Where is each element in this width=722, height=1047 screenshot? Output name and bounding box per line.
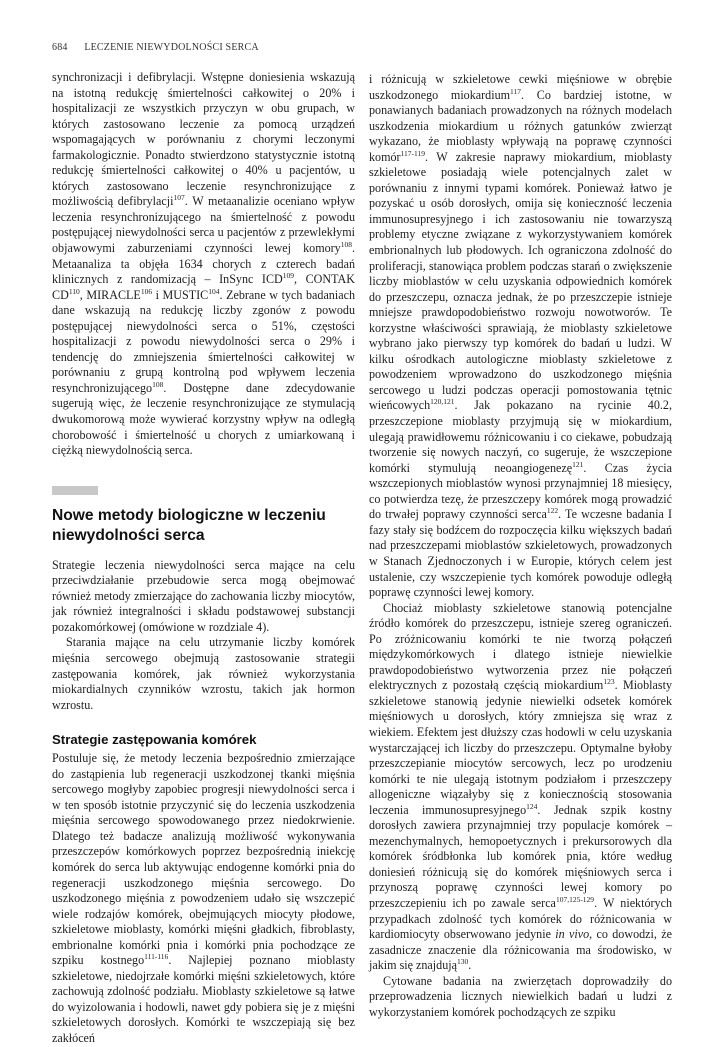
left-column bbox=[52, 70, 355, 1047]
citation-ref: 111-116 bbox=[144, 952, 169, 962]
citation-ref: 117 bbox=[510, 86, 522, 96]
citation-ref: 110 bbox=[68, 286, 80, 296]
citation-ref: 120,121 bbox=[430, 397, 455, 407]
right-column bbox=[369, 72, 672, 1020]
page-number: 684 bbox=[52, 42, 68, 53]
citation-ref: 109 bbox=[282, 271, 295, 281]
paragraph: synchronizacji i defibrylacji. Wstępne doniesienia wskazują na istotną redukcję śmiertelności całkowitej o 20% i hospitalizacji ze wszystkich przyczyn w obu grupach, w których zastosowano leczenie za pomocą urządzeń wspomagających w porównaniu z chorymi leczonymi farmakologicznie. Ponadto stwierdzono statystycznie istotną redukcję śmiertelności całkowitej o 40% u pacjentów, u których zastosowano leczenie resynchronizujące z możliwością defibrylacji$^{107}$. W metaanalizie oceniano wpływ leczenia resynchronizującego na śmiertelność z powodu postępującej niewydolności serca u pacjentów z przewlekłymi objawowymi zaburzeniami czynności lewej komory$^{108}$. Metaanaliza ta objęła 1634 chorych z czterech badań klinicznych z randomizacją – InSync ICD$^{109}$, CONTAK CD$^{110}$, MIRACLE$^{106}$ i MUSTIC$^{104}$. Zebrane w tych badaniach dane wskazują na redukcję liczby zgonów z powodu postępującej niewydolności serca o 51%, częstości hospitalizacji z powodu niewydolności serca o 29% i tendencję do zmniejszenia śmiertelności całkowitej w porównaniu z grupą kontrolną pod wpływem leczenia resynchronizującego$^{108}$. Dostępne dane zdecydowanie sugerują więc, że leczenie resynchronizujące ze stymulacją dwukomorową może wywierać korzystny wpływ na odległą chorobowość i śmiertelność u chorych z umiarkowaną i ciężką niewydolnością serca. bbox=[52, 70, 355, 458]
paragraph: Starania mające na celu utrzymanie liczby komórek mięśnia sercowego obejmują zastosowanie strategii zastępowania komórek, jak również wykorzystania miokardialnych czynników wzrostu, takich jak hormon wzrostu. bbox=[52, 635, 355, 712]
citation-ref: 117-119 bbox=[400, 148, 426, 158]
citation-ref: 124 bbox=[526, 801, 538, 811]
paragraph: Chociaż mioblasty szkieletowe stanowią potencjalne źródło komórek do przeszczepu, istnieje szereg ograniczeń. Po zróżnicowaniu komórki te nie tworzą połączeń międzykomórkowych i dlatego istnieje niewielkie prawdopodobieństwo wytworzenia przez nie połączeń elektrycznych z pozostałą częścią miokardium$^{123}$. Mioblasty szkieletowe stanowią jedynie niewielki odsetek komórek mięśniowych u dorosłych, który zmniejsza się wraz z wiekiem. Efektem jest dłuższy czas hodowli w celu uzyskania wystarczającej ich liczby do przeszczepu. Optymalne byłoby przeszczepianie miocytów sercowych, lecz po urodzeniu komórki te nie ulegają istotnym podziałom i przeszczepy allogeniczne wiązałyby się z koniecznością stosowania leczenia immunosupresyjnego$^{124}$. Jednak szpik kostny dorosłych zawiera przynajmniej trzy populacje komórek – mezenchymalnych, hemopoetycznych i prekursorowych dla komórek śródbłonka lub komórek pnia, które według doniesień różnicują się do komórek mięśniowych serca i przynoszą poprawę czynności lewej komory po przeszczepieniu ich po zawale serca$^{107,125-129}$. W niektórych przypadkach zdolność tych komórek do różnicowania w kardiomiocyty obserwowano jedynie in vivo, co dowodzi, że zasadnicze znaczenie dla różnicowania ma środowisko, w jakim się znajdują$^{130}$. bbox=[369, 600, 672, 973]
italic-term: in vivo bbox=[555, 927, 590, 942]
citation-ref: 108 bbox=[340, 240, 352, 250]
citation-ref: 104 bbox=[208, 286, 220, 296]
citation-ref: 107,125-129 bbox=[555, 894, 595, 904]
running-title: LECZENIE NIEWYDOLNOŚCI SERCA bbox=[84, 42, 259, 53]
paragraph: Postuluje się, że metody leczenia bezpośrednio zmierzające do zastąpienia lub regeneracji uszkodzonej tkanki mięśnia sercowego mogłyby zapobiec progresji niewydolności serca i w ten sposób istotnie przyczynić się do leczenia uszkodzenia mięśnia sercowego spowodowanego przez niedokrwienie. Dlatego też badacze analizują możliwość wykonywania przeszczepów komórkowych poprzez bezpośrednią iniekcję komórek do serca lub aktywując endogenne komórki pnia do regeneracji uszkodzonego mięśnia sercowego. Do uszkodzonego mięśnia z powodzeniem udało się wszczepić wiele rodzajów komórek, obejmujących miocyty płodowe, szkieletowe mioblasty, komórki mięśni gładkich, fibroblasty, embrionalne komórki pnia i komórki pnia pochodzące ze szpiku kostnego$^{111-116}$. Najlepiej poznano mioblasty szkieletowe, niedojrzałe komórki mięśni szkieletowych, które zachowują zdolność podziału. Mioblasty szkieletowe są łatwe do wyizolowania i hodowli, nawet gdy pobiera się je z mięśni szkieletowych dorosłych. Komórki te wszczepiają się bez zakłóceń bbox=[52, 751, 355, 1045]
citation-ref: 108 bbox=[152, 379, 164, 389]
citation-ref: 130 bbox=[457, 957, 469, 967]
section-marker-bar bbox=[52, 486, 98, 495]
paragraph: Strategie leczenia niewydolności serca mające na celu przeciwdziałanie przebudowie serca mogą obejmować również metody zmierzające do zachowania liczby miocytów, jak również integralności i składu podstawowej substancji pozakomórkowej (omówione w rozdziale 4). bbox=[52, 557, 355, 634]
running-header bbox=[52, 42, 259, 53]
citation-ref: 123 bbox=[603, 677, 615, 687]
citation-ref: 122 bbox=[546, 506, 559, 516]
citation-ref: 107 bbox=[173, 193, 185, 203]
subsection-title: Strategie zastępowania komórek bbox=[52, 732, 257, 748]
paragraph: Cytowane badania na zwierzętach doprowadziły do przeprowadzenia licznych niewielkich badań u ludzi z wykorzystaniem komórek pochodzących ze szpiku bbox=[369, 973, 672, 1019]
citation-ref: 121 bbox=[572, 459, 584, 469]
citation-ref: 106 bbox=[140, 286, 153, 296]
paragraph: i różnicują w szkieletowe cewki mięśniowe w obrębie uszkodzonego miokardium$^{117}$. Co bardziej istotne, w ponawianych badaniach prowadzonych na różnych modelach uszkodzenia miokardium u różnych gatunków zwierząt wykazano, że mioblasty wpływają na poprawę czynności komór$^{117-119}$. W zakresie naprawy miokardium, mioblasty szkieletowe posiadają wiele potencjalnych zalet w porównaniu z innymi typami komórek. Ponieważ łatwo je pozyskać u osób dorosłych, omija się konieczność leczenia immunosupresyjnego i ich zastosowaniu nie towarzyszą problemy etyczne związane z wykorzystywaniem komórek embrionalnych lub płodowych. Ich ograniczona zdolność do proliferacji, stanowiąca problem podczas starań o zwiększenie liczby mioblastów w celu uzyskania odpowiednich komórek do przeszczepu, oznacza jednak, że po przeszczepie istnieje mniejsze prawdopodobieństwo rozwoju nowotworów. Te korzystne właściwości sprawiają, że mioblasty szkieletowe wybrano jako pierwszy typ komórek do badań u ludzi. W kilku ośrodkach autologiczne mioblasty szkieletowe z powodzeniem wprowadzono do uszkodzonego mięśnia sercowego u ludzi podczas operacji pomostowania tętnic wieńcowych$^{120,121}$. Jak pokazano na rycinie 40.2, przeszczepione mioblasty przyjmują się w miokardium, ulegają prawidłowemu różnicowaniu i co ciekawe, pobudzają tworzenie się nowych naczyń, co sugeruje, że wszczepione komórki stymulują neoangiogenezę$^{121}$. Czas życia wszczepionych mioblastów wynosi przynajmniej 18 miesięcy, co potwierdza tezę, że przeszczepy komórek mogą prowadzić do trwałej poprawy czynności serca$^{122}$. Te wczesne badania I fazy stały się bodźcem do rozpoczęcia kilku większych badań nad przeszczepami mioblastów szkieletowych, prowadzonych w Stanach Zjednoczonych i w Europie, których celem jest ustalenie, czy wszczepienie tych komórek powoduje odległą poprawę czynności lewej komory. bbox=[369, 72, 672, 600]
section-title: Nowe metody biologiczne w leczeniu niewydolności serca bbox=[52, 506, 326, 544]
